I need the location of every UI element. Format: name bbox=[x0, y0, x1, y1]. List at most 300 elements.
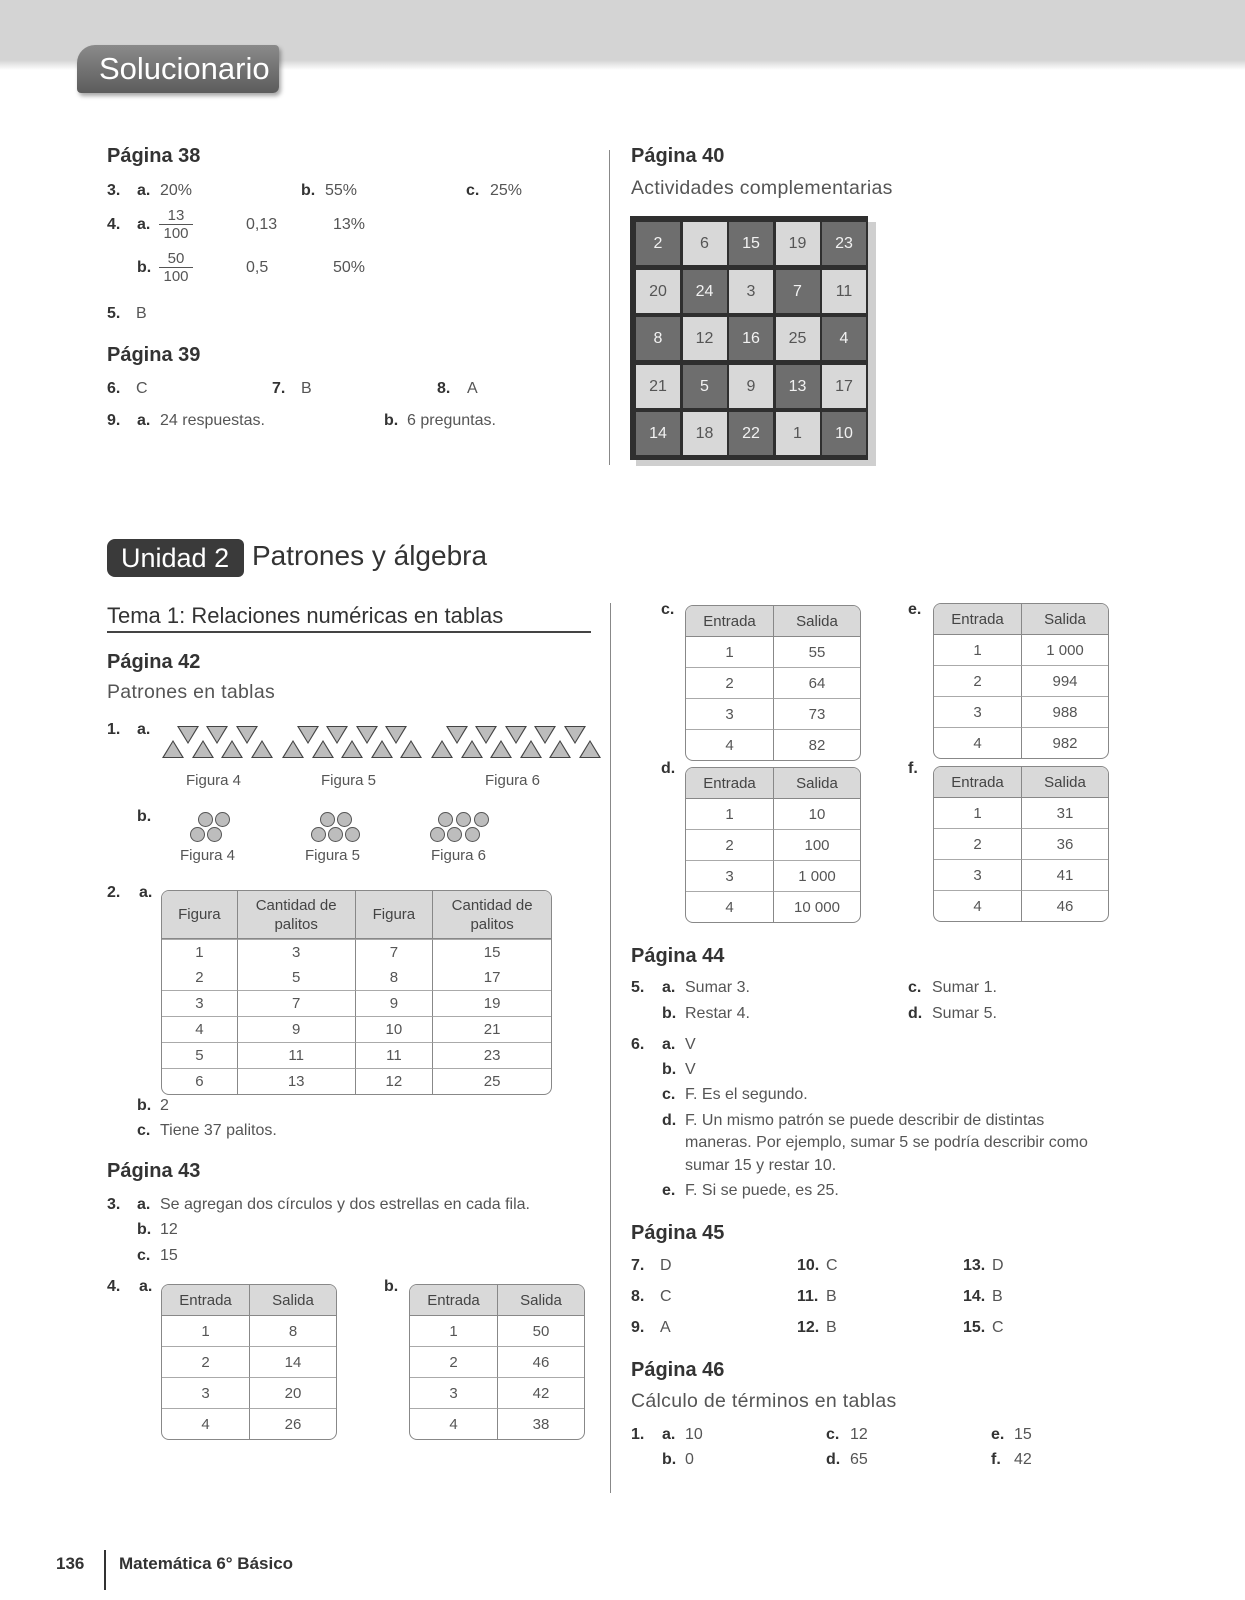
q1-number: 1. bbox=[107, 721, 121, 738]
q1b-label: b. bbox=[137, 808, 152, 825]
q1b-figure-4-label: Figura 4 bbox=[180, 847, 236, 864]
table-cell: 1 000 bbox=[773, 860, 860, 891]
p45-item-number: 11. bbox=[797, 1288, 819, 1305]
table-cell: 3 bbox=[162, 990, 237, 1016]
table-cell: 7 bbox=[237, 990, 355, 1016]
q1a-label: a. bbox=[137, 721, 151, 738]
table-cell: 3 bbox=[934, 696, 1021, 727]
grid-cell: 18 bbox=[683, 412, 727, 455]
footer-divider bbox=[104, 1550, 106, 1590]
table-cell: 988 bbox=[1021, 696, 1108, 727]
table-cell: 6 bbox=[162, 1068, 237, 1094]
table-row bbox=[162, 1042, 551, 1068]
q6-44-number: 6. bbox=[631, 1036, 645, 1053]
table-cell: 4 bbox=[162, 1016, 237, 1042]
table-row bbox=[162, 939, 551, 965]
table-row bbox=[934, 890, 1108, 921]
grid-cell: 23 bbox=[822, 222, 866, 265]
table-row bbox=[686, 637, 860, 667]
table-cell: 38 bbox=[497, 1408, 584, 1439]
table-4a bbox=[161, 1284, 337, 1440]
p45-item-answer: C bbox=[660, 1288, 672, 1305]
grid-cell: 5 bbox=[683, 365, 727, 408]
table-row bbox=[934, 727, 1108, 758]
q1-46a-label: a. bbox=[662, 1426, 676, 1443]
q1-46d-answer: 65 bbox=[850, 1451, 868, 1468]
circle-icon bbox=[465, 827, 480, 842]
p45-item-answer: A bbox=[660, 1319, 671, 1336]
q4a-percent: 13% bbox=[333, 216, 366, 233]
q5a-answer: Sumar 3. bbox=[685, 979, 750, 996]
q5-answer: B bbox=[136, 305, 147, 322]
q6-answer: C bbox=[136, 380, 148, 397]
table-cell: 13 bbox=[237, 1068, 355, 1094]
table-cell: 73 bbox=[773, 698, 860, 729]
q4-number: 4. bbox=[107, 216, 121, 233]
q1-46c-label: c. bbox=[826, 1426, 840, 1443]
q1-46d-label: d. bbox=[826, 1451, 841, 1468]
table-4c bbox=[685, 605, 861, 761]
q6c-answer: F. Es el segundo. bbox=[685, 1086, 808, 1103]
table-cell: 12 bbox=[355, 1068, 433, 1094]
solucionario-badge: Solucionario bbox=[77, 45, 279, 93]
q8-number: 8. bbox=[437, 380, 451, 397]
table-header-cell: Salida bbox=[773, 768, 860, 799]
table-cell: 3 bbox=[686, 860, 773, 891]
table-cell: 64 bbox=[773, 667, 860, 698]
triangle-down-icon bbox=[505, 726, 527, 744]
table-row bbox=[934, 665, 1108, 696]
q9b-label: b. bbox=[384, 412, 399, 429]
triangle-down-icon bbox=[326, 726, 348, 744]
triangle-down-icon bbox=[236, 726, 258, 744]
circle-icon bbox=[207, 827, 222, 842]
table-cell: 1 bbox=[973, 804, 982, 822]
q1-46f-answer: 42 bbox=[1014, 1451, 1032, 1468]
grid-cell: 1 bbox=[776, 412, 820, 455]
q4e-43-label: e. bbox=[908, 601, 922, 618]
circle-icon bbox=[328, 827, 343, 842]
grid-cell: 6 bbox=[683, 222, 727, 265]
table-cell: 19 bbox=[432, 990, 551, 1016]
grid-cell: 16 bbox=[729, 317, 773, 360]
q1-46b-answer: 0 bbox=[685, 1451, 694, 1468]
table-cell: 1 bbox=[973, 641, 982, 659]
q4a-denominator: 100 bbox=[163, 225, 189, 242]
table-cell: 50 bbox=[497, 1316, 584, 1346]
table-cell: 10 bbox=[773, 799, 860, 829]
q4b-percent: 50% bbox=[333, 259, 366, 276]
q6e-label: e. bbox=[662, 1182, 676, 1199]
q6d-answer-line-1: F. Un mismo patrón se puede describir de distintas bbox=[685, 1112, 1045, 1129]
table-cell: 2 bbox=[162, 1346, 249, 1377]
table-row bbox=[162, 1016, 551, 1042]
footer-book-title: Matemática 6° Básico bbox=[119, 1554, 294, 1573]
q3-43b-label: b. bbox=[137, 1221, 152, 1238]
table-cell: 4 bbox=[410, 1408, 497, 1439]
table-cell: 1 bbox=[725, 805, 734, 823]
q5d-label: d. bbox=[908, 1005, 923, 1022]
table-cell: 8 bbox=[355, 965, 433, 990]
p45-item-number: 7. bbox=[631, 1257, 645, 1274]
page-38-title: Página 38 bbox=[107, 145, 201, 167]
q9a-answer: 24 respuestas. bbox=[160, 412, 265, 429]
palitos-table-body bbox=[162, 939, 551, 1094]
q5-number: 5. bbox=[107, 305, 121, 322]
grid-cell: 21 bbox=[636, 365, 680, 408]
triangle-down-icon bbox=[446, 726, 468, 744]
q7-answer: B bbox=[301, 380, 312, 397]
q1-46b-label: b. bbox=[662, 1451, 677, 1468]
q6c-label: c. bbox=[662, 1086, 676, 1103]
grid-cell: 25 bbox=[776, 317, 820, 360]
table-row bbox=[934, 828, 1108, 859]
p45-item-number: 9. bbox=[631, 1319, 645, 1336]
table-cell: 1 bbox=[162, 939, 237, 965]
q4b-label: b. bbox=[137, 259, 152, 276]
q4b-43-label: b. bbox=[384, 1278, 399, 1295]
table-cell: 46 bbox=[1021, 890, 1108, 921]
q3-43a-answer: Se agregan dos círculos y dos estrellas en cada fila. bbox=[160, 1196, 530, 1213]
table-cell: 9 bbox=[237, 1016, 355, 1042]
column-divider-bottom bbox=[610, 603, 611, 1493]
page-42-subtitle: Patrones en tablas bbox=[107, 681, 276, 703]
table-row bbox=[934, 635, 1108, 665]
circle-icon bbox=[430, 827, 445, 842]
table-row bbox=[686, 860, 860, 891]
table-cell: 26 bbox=[249, 1408, 336, 1439]
q6a-answer: V bbox=[685, 1036, 696, 1053]
table-cell: 2 bbox=[195, 969, 204, 986]
q4a-43-label: a. bbox=[139, 1278, 153, 1295]
table-cell: 3 bbox=[162, 1377, 249, 1408]
grid-cell: 8 bbox=[636, 317, 680, 360]
unit-badge: Unidad 2 bbox=[107, 539, 241, 577]
grid-cell: 10 bbox=[822, 412, 866, 455]
circle-icon bbox=[198, 812, 213, 827]
table-cell: 14 bbox=[249, 1346, 336, 1377]
circle-icon bbox=[311, 827, 326, 842]
table-cell: 1 bbox=[725, 643, 734, 661]
q2c-answer: Tiene 37 palitos. bbox=[160, 1122, 277, 1139]
table-header-row bbox=[686, 768, 860, 799]
triangle-down-icon bbox=[206, 726, 228, 744]
table-cell: 2 bbox=[686, 667, 773, 698]
unit-badge-tail bbox=[236, 539, 244, 577]
q1-46c-answer: 12 bbox=[850, 1426, 868, 1443]
table-header-row bbox=[934, 604, 1108, 635]
circle-icon bbox=[337, 812, 352, 827]
palitos-header-cantidad-2: Cantidad de palitos bbox=[432, 891, 551, 939]
table-cell: 4 bbox=[934, 890, 1021, 921]
page-42-title: Página 42 bbox=[107, 651, 201, 673]
q4a-fraction bbox=[159, 208, 193, 243]
table-row bbox=[686, 667, 860, 698]
q3c-label: c. bbox=[466, 182, 480, 199]
q5c-label: c. bbox=[908, 979, 922, 996]
circle-icon bbox=[190, 827, 205, 842]
q9-number: 9. bbox=[107, 412, 121, 429]
triangle-down-icon bbox=[356, 726, 378, 744]
circle-icon bbox=[474, 812, 489, 827]
q9b-answer: 6 preguntas. bbox=[407, 412, 496, 429]
table-cell: 17 bbox=[432, 965, 551, 990]
p45-item-number: 14. bbox=[963, 1288, 986, 1305]
table-cell: 2 bbox=[410, 1346, 497, 1377]
table-cell: 46 bbox=[497, 1346, 584, 1377]
circle-icon bbox=[320, 812, 335, 827]
tema-underline bbox=[107, 631, 591, 633]
q1b-figure-6-label: Figura 6 bbox=[431, 847, 487, 864]
table-row bbox=[162, 990, 551, 1016]
table-cell: 2 bbox=[686, 829, 773, 860]
table-cell: 994 bbox=[1021, 665, 1108, 696]
q3-number: 3. bbox=[107, 182, 121, 199]
triangle-down-icon bbox=[534, 726, 556, 744]
palitos-header-cantidad-1: Cantidad de palitos bbox=[237, 891, 355, 939]
q6e-answer: F. Si se puede, es 25. bbox=[685, 1182, 839, 1199]
q1-46e-answer: 15 bbox=[1014, 1426, 1032, 1443]
q3a-label: a. bbox=[137, 182, 151, 199]
q6-number: 6. bbox=[107, 380, 121, 397]
table-cell: 9 bbox=[355, 990, 433, 1016]
table-cell: 3 bbox=[934, 859, 1021, 890]
table-header-cell: Salida bbox=[1021, 767, 1108, 798]
grid-cell: 17 bbox=[822, 365, 866, 408]
table-row bbox=[686, 698, 860, 729]
q4a-numerator: 13 bbox=[159, 208, 193, 225]
table-cell: 15 bbox=[432, 939, 551, 965]
p45-item-answer: B bbox=[826, 1319, 837, 1336]
q5b-label: b. bbox=[662, 1005, 677, 1022]
p45-item-number: 13. bbox=[963, 1257, 986, 1274]
table-cell: 3 bbox=[686, 698, 773, 729]
column-divider-top bbox=[609, 150, 610, 465]
p45-item-answer: D bbox=[660, 1257, 672, 1274]
q3-43-number: 3. bbox=[107, 1196, 121, 1213]
grid-cell: 19 bbox=[776, 222, 820, 265]
unit-title: Patrones y álgebra bbox=[252, 540, 488, 571]
table-cell: 1 000 bbox=[1021, 635, 1108, 665]
table-row bbox=[686, 799, 860, 829]
q3b-label: b. bbox=[301, 182, 316, 199]
q5d-answer: Sumar 5. bbox=[932, 1005, 997, 1022]
q5a-label: a. bbox=[662, 979, 676, 996]
table-cell: 25 bbox=[432, 1068, 551, 1094]
table-header-row bbox=[686, 606, 860, 637]
q4b-denominator: 100 bbox=[163, 268, 189, 285]
table-cell: 10 000 bbox=[773, 891, 860, 922]
circle-icon bbox=[456, 812, 471, 827]
table-header-cell: Entrada bbox=[686, 768, 773, 799]
q1-46e-label: e. bbox=[991, 1426, 1005, 1443]
q3a-answer: 20% bbox=[160, 182, 193, 199]
q6a-label: a. bbox=[662, 1036, 676, 1053]
triangle-down-icon bbox=[385, 726, 407, 744]
page-46-title: Página 46 bbox=[631, 1359, 725, 1381]
table-header-cell: Salida bbox=[1021, 604, 1108, 635]
table-row bbox=[934, 859, 1108, 890]
table-cell: 10 bbox=[355, 1016, 433, 1042]
q6d-answer-line-2: maneras. Por ejemplo, sumar 5 se podría describir como bbox=[685, 1134, 1088, 1151]
table-4d bbox=[685, 767, 861, 923]
grid-cell: 22 bbox=[729, 412, 773, 455]
palitos-table bbox=[161, 890, 552, 1095]
table-header-cell: Entrada bbox=[934, 767, 1021, 798]
q1-46a-answer: 10 bbox=[685, 1426, 703, 1443]
table-header-cell: Entrada bbox=[162, 1285, 249, 1316]
table-cell: 4 bbox=[934, 727, 1021, 758]
table-cell: 11 bbox=[355, 1042, 433, 1068]
table-cell: 2 bbox=[934, 665, 1021, 696]
circle-icon bbox=[447, 827, 462, 842]
page-46-subtitle: Cálculo de términos en tablas bbox=[631, 1390, 897, 1412]
circle-icon bbox=[215, 812, 230, 827]
q4b-decimal: 0,5 bbox=[246, 259, 269, 276]
table-cell: 982 bbox=[1021, 727, 1108, 758]
table-cell: 21 bbox=[432, 1016, 551, 1042]
q1a-figure-4-label: Figura 4 bbox=[186, 772, 242, 789]
table-header-cell: Entrada bbox=[410, 1285, 497, 1316]
q4a-label: a. bbox=[137, 216, 151, 233]
q3-43b-answer: 12 bbox=[160, 1221, 178, 1238]
circle-icon bbox=[345, 827, 360, 842]
table-cell: 42 bbox=[497, 1377, 584, 1408]
table-row bbox=[686, 729, 860, 760]
table-cell: 20 bbox=[249, 1377, 336, 1408]
circle-icon bbox=[438, 812, 453, 827]
q1b-figure-5-label: Figura 5 bbox=[305, 847, 361, 864]
triangle-down-icon bbox=[475, 726, 497, 744]
p45-item-answer: B bbox=[826, 1288, 837, 1305]
p45-item-number: 10. bbox=[797, 1257, 820, 1274]
palitos-header-figura-2: Figura bbox=[355, 891, 433, 939]
table-cell: 7 bbox=[355, 939, 433, 965]
grid-cell: 24 bbox=[683, 270, 727, 313]
table-header-row bbox=[934, 767, 1108, 798]
table-row bbox=[162, 1377, 336, 1408]
table-header-cell: Salida bbox=[773, 606, 860, 637]
table-cell: 5 bbox=[237, 965, 355, 990]
table-header-row bbox=[410, 1285, 584, 1316]
q1-46f-label: f. bbox=[991, 1451, 1001, 1468]
q2-number: 2. bbox=[107, 884, 121, 901]
table-row bbox=[410, 1377, 584, 1408]
page-39-title: Página 39 bbox=[107, 344, 201, 366]
q4a-decimal: 0,13 bbox=[246, 216, 278, 233]
table-cell: 11 bbox=[237, 1042, 355, 1068]
table-row bbox=[934, 696, 1108, 727]
page-45-title: Página 45 bbox=[631, 1222, 725, 1244]
q5-44-number: 5. bbox=[631, 979, 645, 996]
grid-cell: 13 bbox=[776, 365, 820, 408]
q5b-answer: Restar 4. bbox=[685, 1005, 750, 1022]
grid-cell: 12 bbox=[683, 317, 727, 360]
p45-item-answer: D bbox=[992, 1257, 1004, 1274]
p45-item-answer: B bbox=[992, 1288, 1003, 1305]
q4f-43-label: f. bbox=[908, 760, 918, 777]
p45-item-answer: C bbox=[992, 1319, 1004, 1336]
table-row bbox=[162, 965, 551, 990]
q1-46-number: 1. bbox=[631, 1426, 645, 1443]
table-row bbox=[162, 1068, 551, 1094]
q7-number: 7. bbox=[272, 380, 286, 397]
table-cell: 3 bbox=[410, 1377, 497, 1408]
q3c-answer: 25% bbox=[490, 182, 523, 199]
grid-cell: 7 bbox=[776, 270, 820, 313]
grid-cell: 4 bbox=[822, 317, 866, 360]
table-row bbox=[686, 891, 860, 922]
page-43-title: Página 43 bbox=[107, 1160, 201, 1182]
table-cell: 5 bbox=[162, 1042, 237, 1068]
table-row bbox=[934, 798, 1108, 828]
p45-item-answer: C bbox=[826, 1257, 838, 1274]
table-cell: 8 bbox=[249, 1316, 336, 1346]
table-cell: 23 bbox=[432, 1042, 551, 1068]
table-cell: 100 bbox=[773, 829, 860, 860]
grid-cell: 3 bbox=[729, 270, 773, 313]
table-row bbox=[686, 829, 860, 860]
table-cell: 4 bbox=[686, 891, 773, 922]
q3-43a-label: a. bbox=[137, 1196, 151, 1213]
number-grid bbox=[630, 216, 868, 461]
grid-cell: 20 bbox=[636, 270, 680, 313]
table-row bbox=[410, 1316, 584, 1346]
table-4b bbox=[409, 1284, 585, 1440]
q3-43c-label: c. bbox=[137, 1247, 151, 1264]
footer-page-number: 136 bbox=[56, 1554, 85, 1573]
q4c-43-label: c. bbox=[661, 601, 675, 618]
q8-answer: A bbox=[467, 380, 478, 397]
q4d-43-label: d. bbox=[661, 760, 676, 777]
table-cell: 41 bbox=[1021, 859, 1108, 890]
q6d-label: d. bbox=[662, 1112, 677, 1129]
p45-item-number: 12. bbox=[797, 1319, 820, 1336]
q5c-answer: Sumar 1. bbox=[932, 979, 997, 996]
page-40-title: Página 40 bbox=[631, 145, 725, 167]
q3b-answer: 55% bbox=[325, 182, 358, 199]
table-cell: 4 bbox=[162, 1408, 249, 1439]
q4b-numerator: 50 bbox=[159, 251, 193, 268]
table-row bbox=[162, 1346, 336, 1377]
table-cell: 1 bbox=[201, 1322, 210, 1340]
tema-title: Tema 1: Relaciones numéricas en tablas bbox=[107, 603, 504, 628]
grid-cell: 11 bbox=[822, 270, 866, 313]
page-40-subtitle: Actividades complementarias bbox=[631, 177, 893, 199]
q2b-answer: 2 bbox=[160, 1097, 169, 1114]
p45-item-number: 15. bbox=[963, 1319, 986, 1336]
q2c-label: c. bbox=[137, 1122, 151, 1139]
table-header-cell: Salida bbox=[249, 1285, 336, 1316]
table-row bbox=[410, 1408, 584, 1439]
page-44-title: Página 44 bbox=[631, 945, 725, 967]
grid-cell: 15 bbox=[729, 222, 773, 265]
table-cell: 31 bbox=[1021, 798, 1108, 828]
q2b-label: b. bbox=[137, 1097, 152, 1114]
grid-cell: 9 bbox=[729, 365, 773, 408]
table-4f bbox=[933, 766, 1109, 922]
palitos-header-figura-1: Figura bbox=[162, 891, 237, 939]
table-cell: 36 bbox=[1021, 828, 1108, 859]
number-grid-frame bbox=[630, 216, 868, 460]
q1a-figure-5-label: Figura 5 bbox=[321, 772, 377, 789]
table-header-cell: Entrada bbox=[934, 604, 1021, 635]
table-cell: 55 bbox=[773, 637, 860, 667]
p45-item-number: 8. bbox=[631, 1288, 645, 1305]
table-cell: 2 bbox=[934, 828, 1021, 859]
triangle-down-icon bbox=[177, 726, 199, 744]
table-header-cell: Entrada bbox=[686, 606, 773, 637]
